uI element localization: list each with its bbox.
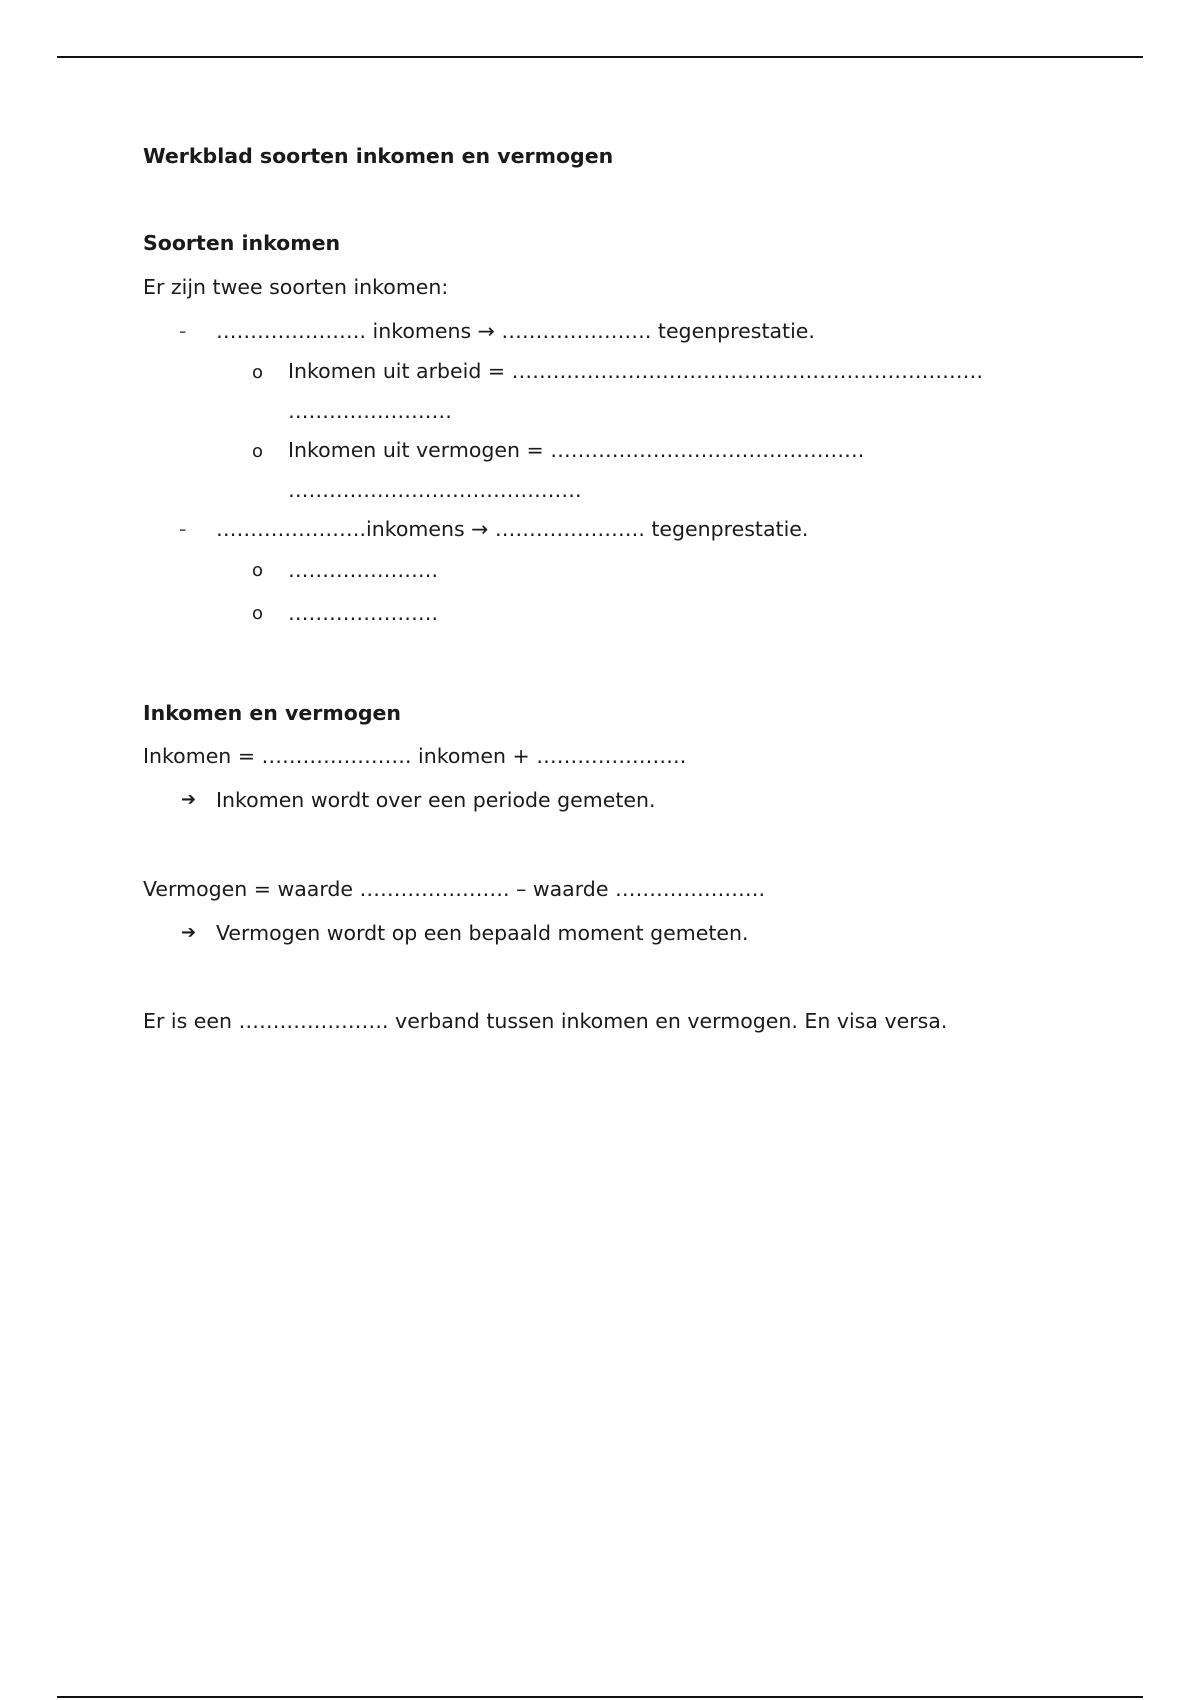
sublist-marker: o bbox=[252, 560, 264, 581]
closing-sentence: Er is een …………………. verband tussen inkomen en vermogen. En visa versa. bbox=[143, 1009, 948, 1033]
arrow-right-icon: ➔ bbox=[181, 922, 197, 943]
section-heading-inkomen-vermogen: Inkomen en vermogen bbox=[143, 701, 402, 725]
section-heading-soorten: Soorten inkomen bbox=[143, 231, 341, 255]
note-income: Inkomen wordt over een periode gemeten. bbox=[216, 788, 656, 812]
list-marker-dash: - bbox=[179, 517, 187, 541]
header-rule bbox=[57, 56, 1143, 58]
footer-rule bbox=[57, 1696, 1143, 1698]
sublist-item-blank: …………………. bbox=[288, 558, 439, 582]
sublist-item-vermogen: Inkomen uit vermogen = ………………………………………. bbox=[288, 438, 865, 462]
list-item-paid-income: …………………. inkomens → …………………. tegenprestatie. bbox=[216, 319, 815, 343]
arrow-right-icon: ➔ bbox=[181, 789, 197, 810]
list-item-unpaid-income: ………………….inkomens → …………………. tegenprestatie. bbox=[216, 517, 809, 541]
page-title: Werkblad soorten inkomen en vermogen bbox=[143, 144, 614, 168]
section-intro: Er zijn twee soorten inkomen: bbox=[143, 275, 449, 299]
sublist-item-blank: …………………. bbox=[288, 601, 439, 625]
sublist-item-vermogen-continuation: ……………………………………. bbox=[288, 478, 582, 502]
formula-income: Inkomen = …………………. inkomen + …………………. bbox=[143, 744, 687, 768]
sublist-marker: o bbox=[252, 441, 264, 462]
sublist-marker: o bbox=[252, 362, 264, 383]
list-marker-dash: - bbox=[179, 319, 187, 343]
sublist-item-arbeid: Inkomen uit arbeid = …………………………………………………………… bbox=[288, 359, 984, 383]
formula-wealth: Vermogen = waarde …………………. – waarde …………………. bbox=[143, 877, 765, 901]
sublist-marker: o bbox=[252, 603, 264, 624]
sublist-item-arbeid-continuation: …………………… bbox=[288, 399, 452, 423]
note-wealth: Vermogen wordt op een bepaald moment gemeten. bbox=[216, 921, 749, 945]
